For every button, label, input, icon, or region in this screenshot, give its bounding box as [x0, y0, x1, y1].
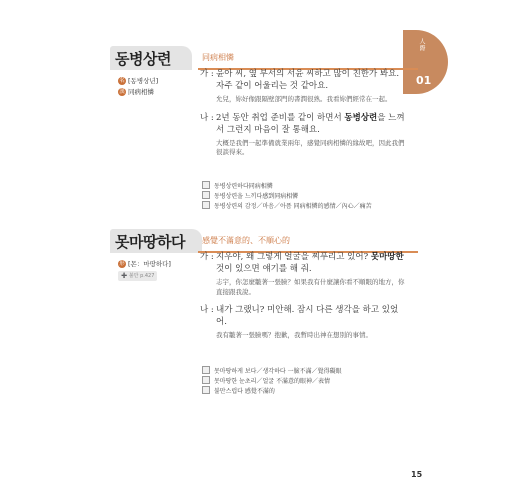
- usage-checklist: [202, 180, 372, 210]
- korean-text: 지우야, 왜 그렇게 얼굴을 찌푸리고 있어?: [216, 252, 371, 262]
- pronunciation-text: [몬：마땅하다]: [128, 260, 171, 268]
- checklist-text: 동병상련을 느끼다感到同病相憐: [214, 192, 299, 200]
- part-of-speech-badge: 名: [119, 78, 125, 84]
- dialog-line-b: [200, 112, 408, 136]
- hanja-badge: 漢: [119, 89, 125, 95]
- chapter-tab-label: 人際: [418, 38, 425, 52]
- speaker-a: 가 :: [200, 252, 214, 262]
- checkbox-icon: [202, 376, 210, 384]
- chinese-translation: 我有皺著一張臉嗎？抱歉，我暫時出神在想別的事情。: [216, 331, 372, 339]
- checklist-item: [202, 200, 372, 210]
- korean-sentence: [216, 251, 408, 275]
- entry-title: 感覺不滿意的、不順心的: [202, 236, 290, 245]
- pronunciation-text: [동병상년]: [128, 77, 159, 85]
- usage-checklist: [202, 365, 342, 395]
- entry-1: [110, 46, 404, 216]
- korean-sentence: 내가 그랬니? 미안해. 잠시 다른 생각을 하고 있었어.: [216, 305, 399, 327]
- dialog-line-a: [200, 251, 408, 275]
- checklist-item: [202, 365, 342, 375]
- checklist-item: [202, 375, 342, 385]
- checkbox-icon: [202, 191, 210, 199]
- checklist-item: [202, 190, 372, 200]
- hanja: [118, 87, 154, 97]
- korean-sentence: 윤아 씨, 옆 부서의 서윤 씨하고 많이 친한가 봐요. 자주 같이 어울리는 것 같아요.: [216, 69, 400, 91]
- korean-text: 2년 동안 취업 준비를 같이 하면서: [216, 112, 345, 123]
- chinese-translation: 大概是我們一起準備就業兩年，感覺同病相憐的緣故吧，因此我們很談得來。: [216, 138, 405, 156]
- hanja-text: 同病相憐: [128, 88, 154, 96]
- highlighted-term: 못마땅한: [370, 252, 404, 262]
- checklist-text: 못마땅하게 보다／생각하다 一臉不滿／覺得礙眼: [214, 367, 342, 375]
- chapter-tab-number: 01: [416, 74, 432, 87]
- entry-title: 同病相憐: [202, 53, 234, 62]
- term-box: [110, 46, 192, 70]
- pronunciation: [118, 76, 158, 86]
- highlighted-term: 동병상련: [344, 112, 378, 123]
- cross-reference: [118, 270, 157, 281]
- chinese-translation: 志宇，你怎麼皺著一張臉？如果我有什麼讓你看不順眼的地方，你直接跟我說。: [216, 278, 405, 296]
- checklist-text: 못마땅한 눈초리／얼굴 不滿意的眼神／表情: [214, 377, 330, 385]
- dialog: [200, 68, 408, 158]
- dialog-line-a: [200, 68, 408, 92]
- checklist-text: 동병상련의 감정／마음／아픔 同病相憐的感情／內心／痛苦: [214, 202, 372, 210]
- part-of-speech-badge: 形: [119, 261, 125, 267]
- entry-2: [110, 229, 404, 404]
- page-number: 15: [411, 470, 423, 479]
- dialog: [200, 251, 408, 341]
- checkbox-icon: [202, 181, 210, 189]
- checkbox-icon: [202, 201, 210, 209]
- korean-sentence: [216, 112, 408, 136]
- checklist-item: [202, 385, 342, 395]
- speaker-a: 가 :: [200, 69, 214, 79]
- checklist-item: [202, 180, 372, 190]
- checkbox-icon: [202, 386, 210, 394]
- korean-text: 것이 있으면 얘기를 해 줘.: [216, 264, 312, 274]
- dialog-line-b: [200, 304, 408, 328]
- checkbox-icon: [202, 366, 210, 374]
- term-headword: 못마땅하다: [115, 233, 185, 251]
- checklist-text: 동병상련하다同病相憐: [214, 182, 273, 190]
- checklist-text: 불만스럽다 感覺不滿的: [214, 387, 275, 395]
- pronunciation: [118, 259, 171, 269]
- speaker-b: 나 :: [200, 112, 214, 123]
- cross-reference-tag: ➕ 불만 p.427: [118, 271, 157, 281]
- term-headword: 동병상련: [115, 50, 171, 68]
- term-box: [110, 229, 202, 253]
- korean-text: 을 느껴서 그런지 마음이 잘 통해요.: [216, 112, 405, 135]
- speaker-b: 나 :: [200, 305, 214, 315]
- chinese-translation: 允兒，妳好像跟隔壁部門的書潤很熟。我看妳們經常在一起。: [216, 95, 392, 103]
- chapter-tab: [403, 30, 448, 94]
